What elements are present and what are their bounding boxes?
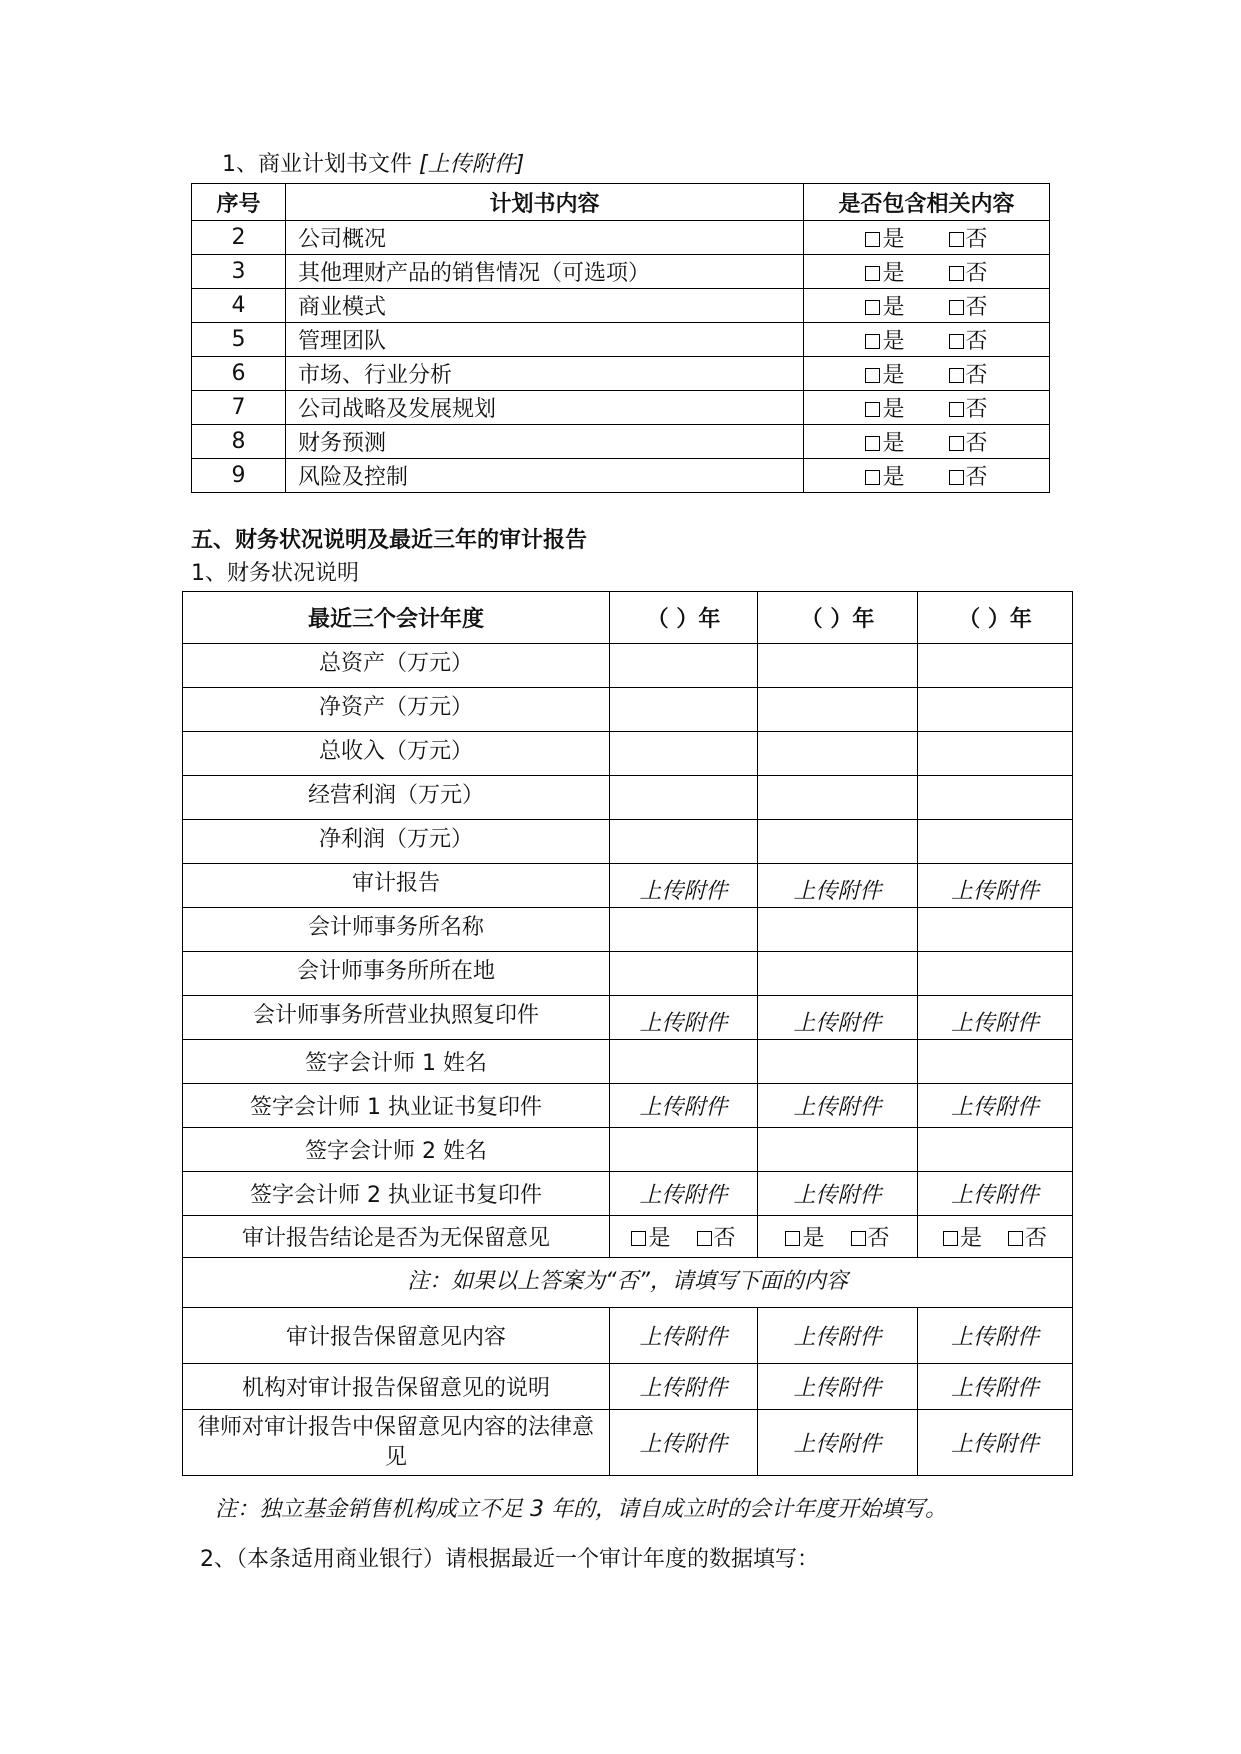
year-2-firm-license-upload[interactable]: 上传附件 xyxy=(758,996,918,1040)
checkbox-icon xyxy=(865,300,880,315)
checkbox-icon xyxy=(943,1231,958,1246)
year-3-cpa2-cert-upload[interactable]: 上传附件 xyxy=(918,1172,1073,1216)
checkbox-icon xyxy=(1008,1231,1023,1246)
year-1-total-assets-input[interactable] xyxy=(610,644,758,688)
row-content: 商业模式 xyxy=(286,289,804,323)
no-checkbox[interactable]: 否 xyxy=(949,324,988,355)
row-label-cpa2-cert: 签字会计师 2 执业证书复印件 xyxy=(183,1172,610,1216)
yes-no-options xyxy=(804,425,1050,459)
year-2-total-assets-input[interactable] xyxy=(758,644,918,688)
item-2-commercial-banks: 2、（本条适用商业银行）请根据最近一个审计年度的数据填写： xyxy=(200,1547,819,1572)
yes-checkbox[interactable]: 是 xyxy=(865,460,904,491)
checkbox-icon xyxy=(949,402,964,417)
table-row xyxy=(192,255,1050,289)
business-plan-file-line xyxy=(222,150,524,180)
checkbox-icon xyxy=(631,1231,646,1246)
column-header-year-3: （ ）年 xyxy=(918,592,1073,644)
yes-checkbox[interactable]: 是 xyxy=(943,1221,982,1252)
year-2-yes-no-options xyxy=(758,1216,918,1258)
year-2-operating-profit-input[interactable] xyxy=(758,776,918,820)
section-5-subtitle: 1、财务状况说明 xyxy=(191,561,359,586)
row-content: 其他理财产品的销售情况（可选项） xyxy=(286,255,804,289)
yes-checkbox[interactable]: 是 xyxy=(865,222,904,253)
no-checkbox[interactable]: 否 xyxy=(949,392,988,423)
table-row xyxy=(183,952,1073,996)
checkbox-icon xyxy=(949,470,964,485)
checkbox-icon xyxy=(949,266,964,281)
financial-status-table xyxy=(182,591,1073,1476)
yes-no-options xyxy=(804,221,1050,255)
row-label-lawyer-opinion: 律师对审计报告中保留意见内容的法律意见 xyxy=(183,1410,610,1476)
year-2-net-assets-input[interactable] xyxy=(758,688,918,732)
row-content: 风险及控制 xyxy=(286,459,804,493)
checkbox-icon xyxy=(865,402,880,417)
year-1-cpa1-cert-upload[interactable]: 上传附件 xyxy=(610,1084,758,1128)
year-3-operating-profit-input[interactable] xyxy=(918,776,1073,820)
row-label-org-explanation: 机构对审计报告保留意见的说明 xyxy=(183,1364,610,1410)
qualified-opinion-note: 注：如果以上答案为“否”，请填写下面的内容 xyxy=(183,1258,1073,1308)
row-number: 3 xyxy=(192,255,286,289)
year-3-firm-license-upload[interactable]: 上传附件 xyxy=(918,996,1073,1040)
row-label-qualified-content: 审计报告保留意见内容 xyxy=(183,1308,610,1364)
row-label-unqualified: 审计报告结论是否为无保留意见 xyxy=(183,1216,610,1258)
year-3-cpa2-name-input[interactable] xyxy=(918,1128,1073,1172)
no-checkbox[interactable]: 否 xyxy=(949,290,988,321)
year-1-qualified-content-upload[interactable]: 上传附件 xyxy=(610,1308,758,1364)
no-checkbox[interactable]: 否 xyxy=(1008,1221,1047,1252)
yes-no-options xyxy=(804,323,1050,357)
year-3-net-profit-input[interactable] xyxy=(918,820,1073,864)
row-number: 2 xyxy=(192,221,286,255)
year-1-operating-profit-input[interactable] xyxy=(610,776,758,820)
row-number: 9 xyxy=(192,459,286,493)
year-2-firm-location-input[interactable] xyxy=(758,952,918,996)
row-label-net-assets: 净资产（万元） xyxy=(183,688,610,732)
table-row xyxy=(183,908,1073,952)
checkbox-icon xyxy=(865,368,880,383)
table-row xyxy=(192,289,1050,323)
column-header-included: 是否包含相关内容 xyxy=(804,184,1050,221)
checkbox-icon xyxy=(949,232,964,247)
table-row xyxy=(183,644,1073,688)
row-number: 8 xyxy=(192,425,286,459)
year-2-cpa1-cert-upload[interactable]: 上传附件 xyxy=(758,1084,918,1128)
table-row xyxy=(192,425,1050,459)
year-2-total-revenue-input[interactable] xyxy=(758,732,918,776)
checkbox-icon xyxy=(949,300,964,315)
table-row xyxy=(183,732,1073,776)
business-plan-file-label: 1、商业计划书文件 xyxy=(222,152,419,177)
row-label-cpa1-cert: 签字会计师 1 执业证书复印件 xyxy=(183,1084,610,1128)
yes-checkbox[interactable]: 是 xyxy=(865,256,904,287)
year-3-cpa1-cert-upload[interactable]: 上传附件 xyxy=(918,1084,1073,1128)
year-2-org-explanation-upload[interactable]: 上传附件 xyxy=(758,1364,918,1410)
year-3-firm-name-input[interactable] xyxy=(918,908,1073,952)
row-label-firm-license: 会计师事务所营业执照复印件 xyxy=(183,996,610,1040)
yes-no-options xyxy=(804,289,1050,323)
table-row xyxy=(183,1364,1073,1410)
checkbox-icon xyxy=(697,1231,712,1246)
year-3-qualified-content-upload[interactable]: 上传附件 xyxy=(918,1308,1073,1364)
no-checkbox[interactable]: 否 xyxy=(949,426,988,457)
yes-no-options xyxy=(804,255,1050,289)
table-row xyxy=(192,323,1050,357)
year-2-cpa2-name-input[interactable] xyxy=(758,1128,918,1172)
year-1-cpa1-name-input[interactable] xyxy=(610,1040,758,1084)
checkbox-icon xyxy=(949,436,964,451)
business-plan-table xyxy=(191,183,1050,493)
year-3-lawyer-opinion-upload[interactable]: 上传附件 xyxy=(918,1410,1073,1476)
upload-attachment-link[interactable]: [上传附件] xyxy=(419,152,525,177)
year-1-total-revenue-input[interactable] xyxy=(610,732,758,776)
checkbox-icon xyxy=(785,1231,800,1246)
row-content: 财务预测 xyxy=(286,425,804,459)
row-number: 5 xyxy=(192,323,286,357)
row-content: 管理团队 xyxy=(286,323,804,357)
row-number: 6 xyxy=(192,357,286,391)
table-row xyxy=(183,776,1073,820)
row-number: 4 xyxy=(192,289,286,323)
year-2-qualified-content-upload[interactable]: 上传附件 xyxy=(758,1308,918,1364)
year-2-net-profit-input[interactable] xyxy=(758,820,918,864)
year-3-org-explanation-upload[interactable]: 上传附件 xyxy=(918,1364,1073,1410)
table-row xyxy=(192,459,1050,493)
year-1-cpa2-cert-upload[interactable]: 上传附件 xyxy=(610,1172,758,1216)
year-1-firm-location-input[interactable] xyxy=(610,952,758,996)
year-2-firm-name-input[interactable] xyxy=(758,908,918,952)
no-checkbox[interactable]: 否 xyxy=(949,358,988,389)
table-row xyxy=(183,1172,1073,1216)
checkbox-icon xyxy=(865,232,880,247)
year-1-net-assets-input[interactable] xyxy=(610,688,758,732)
table-row xyxy=(183,1216,1073,1258)
year-1-firm-name-input[interactable] xyxy=(610,908,758,952)
yes-checkbox[interactable]: 是 xyxy=(865,358,904,389)
row-label-cpa1-name: 签字会计师 1 姓名 xyxy=(183,1040,610,1084)
yes-checkbox[interactable]: 是 xyxy=(865,290,904,321)
yes-no-options xyxy=(804,459,1050,493)
year-3-cpa1-name-input[interactable] xyxy=(918,1040,1073,1084)
year-1-audit-report-upload[interactable]: 上传附件 xyxy=(610,864,758,908)
table-row xyxy=(192,357,1050,391)
row-number: 7 xyxy=(192,391,286,425)
column-header-fiscal-years: 最近三个会计年度 xyxy=(183,592,610,644)
row-content: 公司概况 xyxy=(286,221,804,255)
table-row xyxy=(183,996,1073,1040)
yes-no-options xyxy=(804,357,1050,391)
row-label-cpa2-name: 签字会计师 2 姓名 xyxy=(183,1128,610,1172)
yes-checkbox[interactable]: 是 xyxy=(631,1221,670,1252)
checkbox-icon xyxy=(865,334,880,349)
no-checkbox[interactable]: 否 xyxy=(949,460,988,491)
no-checkbox[interactable]: 否 xyxy=(949,256,988,287)
year-2-lawyer-opinion-upload[interactable]: 上传附件 xyxy=(758,1410,918,1476)
year-3-audit-report-upload[interactable]: 上传附件 xyxy=(918,864,1073,908)
row-label-total-assets: 总资产（万元） xyxy=(183,644,610,688)
yes-checkbox[interactable]: 是 xyxy=(785,1221,824,1252)
checkbox-icon xyxy=(865,266,880,281)
year-2-cpa2-cert-upload[interactable]: 上传附件 xyxy=(758,1172,918,1216)
table-row xyxy=(192,391,1050,425)
year-2-cpa1-name-input[interactable] xyxy=(758,1040,918,1084)
table-row xyxy=(183,1258,1073,1308)
checkbox-icon xyxy=(949,368,964,383)
year-2-audit-report-upload[interactable]: 上传附件 xyxy=(758,864,918,908)
section-5-title: 五、财务状况说明及最近三年的审计报告 xyxy=(191,528,588,553)
footnote: 注：独立基金销售机构成立不足 3 年的，请自成立时的会计年度开始填写。 xyxy=(215,1497,947,1522)
year-1-org-explanation-upload[interactable]: 上传附件 xyxy=(610,1364,758,1410)
row-label-audit-report: 审计报告 xyxy=(183,864,610,908)
checkbox-icon xyxy=(851,1231,866,1246)
column-header-no: 序号 xyxy=(192,184,286,221)
table-row xyxy=(183,688,1073,732)
row-label-firm-name: 会计师事务所名称 xyxy=(183,908,610,952)
year-3-total-assets-input[interactable] xyxy=(918,644,1073,688)
yes-no-options xyxy=(804,391,1050,425)
row-label-firm-location: 会计师事务所所在地 xyxy=(183,952,610,996)
year-1-cpa2-name-input[interactable] xyxy=(610,1128,758,1172)
year-3-firm-location-input[interactable] xyxy=(918,952,1073,996)
yes-checkbox[interactable]: 是 xyxy=(865,426,904,457)
no-checkbox[interactable]: 否 xyxy=(851,1221,890,1252)
table-row xyxy=(183,1040,1073,1084)
no-checkbox[interactable]: 否 xyxy=(697,1221,736,1252)
column-header-year-1: （ ）年 xyxy=(610,592,758,644)
year-3-net-assets-input[interactable] xyxy=(918,688,1073,732)
yes-checkbox[interactable]: 是 xyxy=(865,324,904,355)
row-label-net-profit: 净利润（万元） xyxy=(183,820,610,864)
table-row xyxy=(183,1084,1073,1128)
table-row xyxy=(192,221,1050,255)
year-3-total-revenue-input[interactable] xyxy=(918,732,1073,776)
table-row xyxy=(183,1410,1073,1476)
row-content: 市场、行业分析 xyxy=(286,357,804,391)
checkbox-icon xyxy=(949,334,964,349)
year-3-yes-no-options xyxy=(918,1216,1073,1258)
year-1-yes-no-options xyxy=(610,1216,758,1258)
checkbox-icon xyxy=(865,470,880,485)
no-checkbox[interactable]: 否 xyxy=(949,222,988,253)
column-header-content: 计划书内容 xyxy=(286,184,804,221)
column-header-year-2: （ ）年 xyxy=(758,592,918,644)
table-row xyxy=(183,820,1073,864)
yes-checkbox[interactable]: 是 xyxy=(865,392,904,423)
table-row xyxy=(183,1308,1073,1364)
table-row xyxy=(183,1128,1073,1172)
row-label-total-revenue: 总收入（万元） xyxy=(183,732,610,776)
year-1-firm-license-upload[interactable]: 上传附件 xyxy=(610,996,758,1040)
table-row xyxy=(183,864,1073,908)
row-content: 公司战略及发展规划 xyxy=(286,391,804,425)
year-1-lawyer-opinion-upload[interactable]: 上传附件 xyxy=(610,1410,758,1476)
checkbox-icon xyxy=(865,436,880,451)
row-label-operating-profit: 经营利润（万元） xyxy=(183,776,610,820)
year-1-net-profit-input[interactable] xyxy=(610,820,758,864)
